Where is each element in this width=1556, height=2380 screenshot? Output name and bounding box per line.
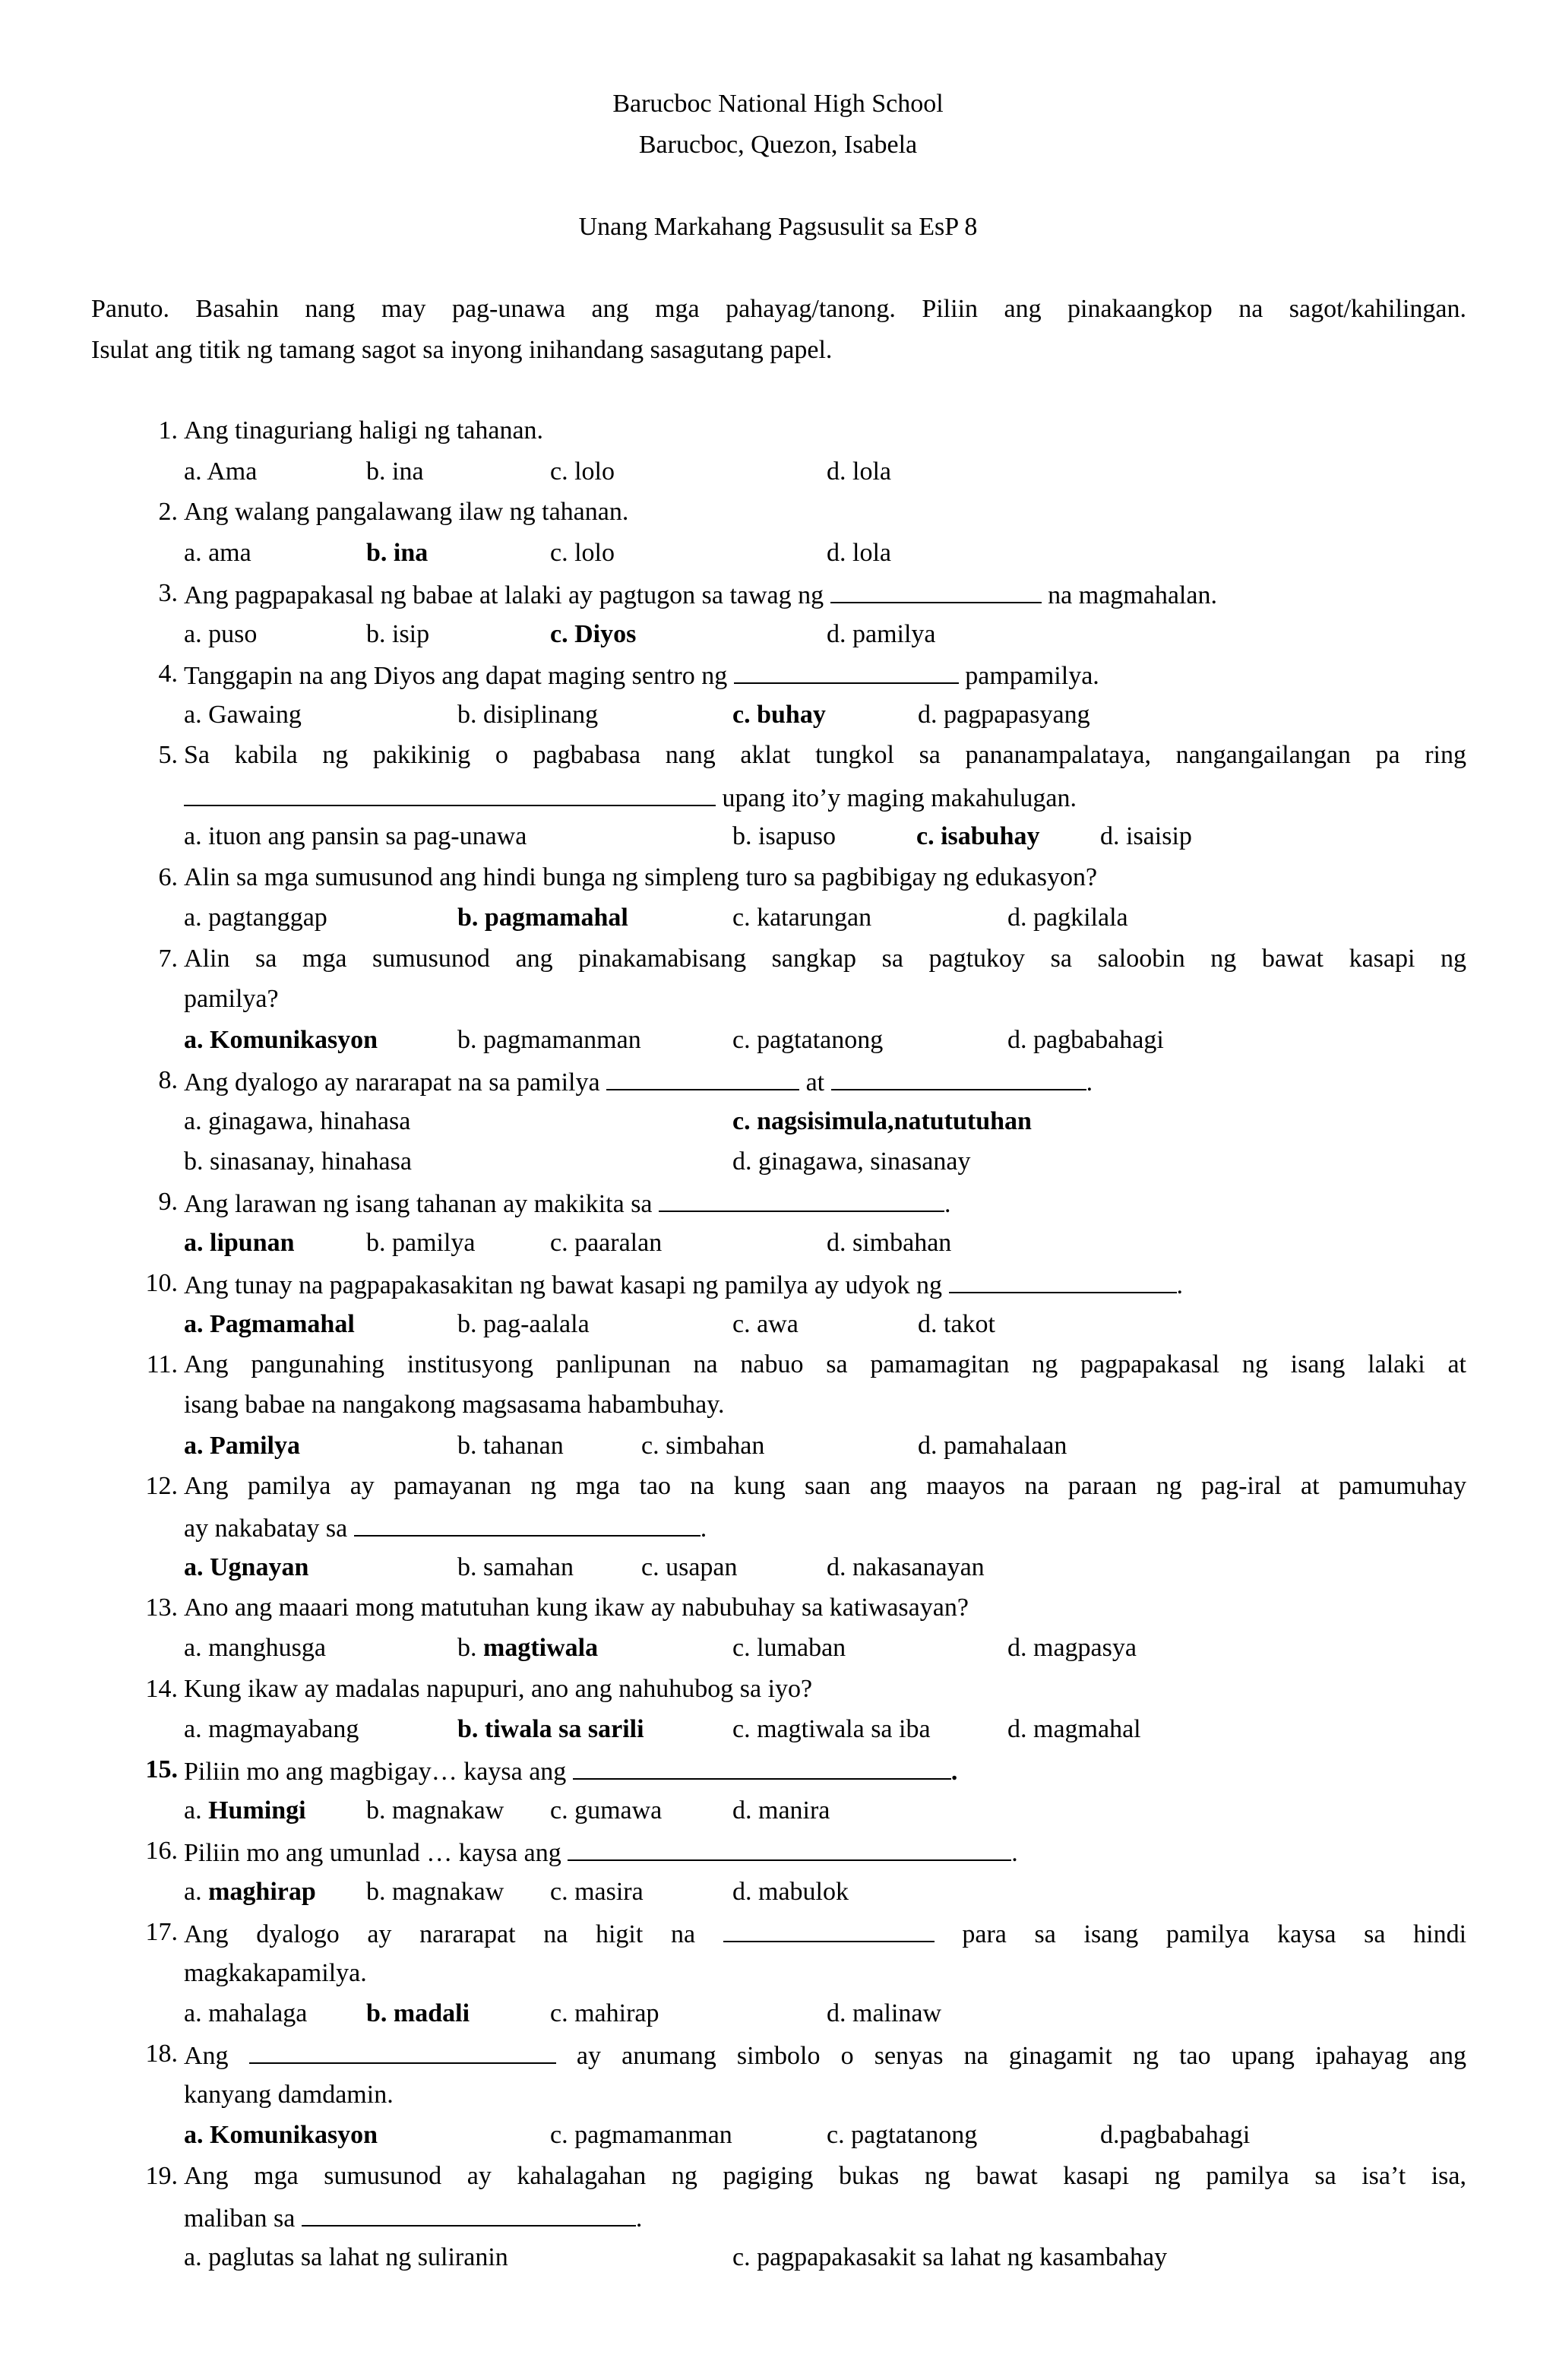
answer-blank bbox=[659, 1188, 944, 1212]
option-b: b. sinasanay, hinahasa bbox=[184, 1147, 412, 1176]
option-d: d. takot bbox=[918, 1310, 995, 1338]
option-c: c. lolo bbox=[550, 457, 615, 486]
option-a: a. ginagawa, hinahasa bbox=[184, 1107, 411, 1135]
option-b: b. pagmamahal bbox=[457, 904, 628, 932]
question-number: 8. bbox=[158, 1066, 178, 1094]
option-d: d. lola bbox=[827, 457, 891, 486]
question-text: Ang pagpapakasal ng babae at lalaki ay pagtugon sa tawag ng na magmahalan. bbox=[184, 579, 1217, 610]
option-a: a. lipunan bbox=[184, 1229, 295, 1257]
option-a: a. ama bbox=[184, 539, 251, 567]
school-name: Barucboc National High School bbox=[612, 90, 944, 118]
option-d: d. lola bbox=[827, 539, 891, 567]
option-c: c. pagtatanong bbox=[827, 2121, 978, 2149]
option-c: c. katarungan bbox=[732, 904, 872, 932]
question-number: 10. bbox=[145, 1269, 178, 1297]
option-b: b. madali bbox=[366, 1999, 470, 2027]
question-text-cont: kanyang damdamin. bbox=[184, 2081, 394, 2109]
question-text: Ang dyalogo ay nararapat na higit na para sa isang pamilya kaysa sa hindi bbox=[184, 1918, 1466, 1949]
option-b: b. pamilya bbox=[366, 1229, 476, 1257]
question-text: Alin sa mga sumusunod ang pinakamabisang sangkap sa pagtukoy sa saloobin ng bawat kasapi ng bbox=[184, 945, 1466, 973]
question-text: Ang tunay na pagpapakasakitan ng bawat kasapi ng pamilya ay udyok ng . bbox=[184, 1269, 1183, 1300]
answer-blank bbox=[949, 1269, 1177, 1293]
option-d: d. magpasya bbox=[1007, 1634, 1137, 1662]
option-c: c. simbahan bbox=[641, 1432, 765, 1460]
option-c: c. mahirap bbox=[550, 1999, 659, 2027]
question-text-cont: upang ito’y maging makahulugan. bbox=[184, 782, 1077, 813]
answer-blank bbox=[184, 782, 716, 806]
option-a: a. Komunikasyon bbox=[184, 1026, 378, 1054]
directions-line-1: Panuto. Basahin nang may pag-unawa ang mga pahayag/tanong. Piliin ang pinakaangkop na sagot/kahilingan. bbox=[91, 295, 1466, 323]
directions-line-2: Isulat ang titik ng tamang sagot sa inyong inihandang sasagutang papel. bbox=[91, 336, 833, 364]
option-b: b. magnakaw bbox=[366, 1796, 504, 1825]
option-b: b. tiwala sa sarili bbox=[457, 1715, 644, 1743]
question-number: 19. bbox=[145, 2162, 178, 2190]
option-c: c. pagtatanong bbox=[732, 1026, 884, 1054]
question-text: Ang dyalogo ay nararapat na sa pamilya at . bbox=[184, 1066, 1093, 1097]
option-c: c. paaralan bbox=[550, 1229, 663, 1257]
option-c: c. nagsisimula,natututuhan bbox=[732, 1107, 1032, 1135]
option-a: a. Humingi bbox=[184, 1796, 306, 1825]
option-b: b. ina bbox=[366, 539, 429, 567]
question-text: Alin sa mga sumusunod ang hindi bunga ng simpleng turo sa pagbibigay ng edukasyon? bbox=[184, 863, 1098, 891]
option-b: b. disiplinang bbox=[457, 701, 599, 729]
option-a: a. manghusga bbox=[184, 1634, 326, 1662]
question-number: 12. bbox=[145, 1472, 178, 1500]
question-text: Ang ay anumang simbolo o senyas na ginagamit ng tao upang ipahayag ang bbox=[184, 2040, 1466, 2071]
question-text-cont: isang babae na nangakong magsasama habambuhay. bbox=[184, 1391, 725, 1419]
option-c: c. magtiwala sa iba bbox=[732, 1715, 931, 1743]
option-a: a. Gawaing bbox=[184, 701, 302, 729]
answer-blank bbox=[734, 660, 959, 684]
answer-blank bbox=[831, 1066, 1086, 1090]
option-d: d. pamahalaan bbox=[918, 1432, 1067, 1460]
question-text: Kung ikaw ay madalas napupuri, ano ang nahuhubog sa iyo? bbox=[184, 1675, 813, 1703]
question-text-cont: maliban sa . bbox=[184, 2202, 642, 2233]
question-number: 2. bbox=[158, 498, 178, 526]
option-c: c. lolo bbox=[550, 539, 615, 567]
option-c: c. lumaban bbox=[732, 1634, 846, 1662]
option-d: d. nakasanayan bbox=[827, 1553, 985, 1581]
option-d: d. ginagawa, sinasanay bbox=[732, 1147, 971, 1176]
question-number: 13. bbox=[145, 1594, 178, 1622]
question-text: Ang larawan ng isang tahanan ay makikita sa . bbox=[184, 1188, 951, 1219]
option-c: c. usapan bbox=[641, 1553, 738, 1581]
question-number: 7. bbox=[158, 945, 178, 973]
question-number: 17. bbox=[145, 1918, 178, 1946]
question-text: Ang pangunahing institusyong panlipunan na nabuo sa pamamagitan ng pagpapakasal ng isang lalaki at bbox=[184, 1350, 1466, 1378]
question-number: 3. bbox=[158, 579, 178, 607]
question-text-cont: magkakapamilya. bbox=[184, 1959, 367, 1987]
question-text: Piliin mo ang umunlad … kaysa ang . bbox=[184, 1837, 1018, 1868]
option-a: a. maghirap bbox=[184, 1878, 316, 1906]
question-number: 15. bbox=[145, 1755, 178, 1783]
question-text: Piliin mo ang magbigay… kaysa ang . bbox=[184, 1755, 957, 1787]
answer-blank bbox=[354, 1512, 701, 1537]
option-d: d. simbahan bbox=[827, 1229, 952, 1257]
question-text: Ang pamilya ay pamayanan ng mga tao na kung saan ang maayos na paraan ng pag-iral at pamumuhay bbox=[184, 1472, 1466, 1500]
option-c: c. isabuhay bbox=[916, 822, 1040, 850]
answer-blank bbox=[302, 2202, 636, 2227]
question-text: Tanggapin na ang Diyos ang dapat maging sentro ng pampamilya. bbox=[184, 660, 1099, 691]
option-c: c. Diyos bbox=[550, 620, 637, 648]
question-text: Ang tinaguriang haligi ng tahanan. bbox=[184, 416, 544, 445]
option-b: b. pagmamanman bbox=[457, 1026, 641, 1054]
question-text: Sa kabila ng pakikinig o pagbabasa nang aklat tungkol sa pananampalataya, nangangailangan pa ring bbox=[184, 741, 1466, 769]
question-number: 6. bbox=[158, 863, 178, 891]
option-d: d. malinaw bbox=[827, 1999, 942, 2027]
option-a: a. pagtanggap bbox=[184, 904, 327, 932]
option-d: d. pagkilala bbox=[1007, 904, 1128, 932]
option-d: d. pagbabahagi bbox=[1007, 1026, 1164, 1054]
option-a: a. Pagmamahal bbox=[184, 1310, 355, 1338]
question-text-cont: ay nakabatay sa . bbox=[184, 1512, 707, 1543]
option-a: a. mahalaga bbox=[184, 1999, 308, 2027]
option-b: b. magtiwala bbox=[457, 1634, 599, 1662]
option-b: b. tahanan bbox=[457, 1432, 564, 1460]
question-text: Ang mga sumusunod ay kahalagahan ng pagiging bukas ng bawat kasapi ng pamilya sa isa’t isa, bbox=[184, 2162, 1466, 2190]
question-number: 9. bbox=[158, 1188, 178, 1216]
question-number: 4. bbox=[158, 660, 178, 688]
option-d: d. pamilya bbox=[827, 620, 936, 648]
answer-blank bbox=[606, 1066, 799, 1090]
question-text: Ang walang pangalawang ilaw ng tahanan. bbox=[184, 498, 629, 526]
option-c: c. buhay bbox=[732, 701, 826, 729]
option-b: b. magnakaw bbox=[366, 1878, 504, 1906]
option-d: d. isaisip bbox=[1100, 822, 1192, 850]
answer-blank bbox=[573, 1755, 951, 1780]
option-c: c. gumawa bbox=[550, 1796, 663, 1825]
option-c: c. masira bbox=[550, 1878, 644, 1906]
option-b: b. samahan bbox=[457, 1553, 574, 1581]
question-text: Ano ang maaari mong matutuhan kung ikaw ay nabubuhay sa katiwasayan? bbox=[184, 1594, 969, 1622]
question-number: 16. bbox=[145, 1837, 178, 1865]
option-d: d. manira bbox=[732, 1796, 830, 1825]
option-a: a. puso bbox=[184, 620, 258, 648]
question-number: 18. bbox=[145, 2040, 178, 2068]
option-b: b. pag-aalala bbox=[457, 1310, 590, 1338]
option-a: a. ituon ang pansin sa pag-unawa bbox=[184, 822, 527, 850]
option-a: a. Komunikasyon bbox=[184, 2121, 378, 2149]
school-address: Barucboc, Quezon, Isabela bbox=[638, 131, 918, 159]
option-b: b. isip bbox=[366, 620, 430, 648]
option-b: b. isapuso bbox=[732, 822, 836, 850]
option-d: d. pagpapasyang bbox=[918, 701, 1090, 729]
answer-blank bbox=[249, 2040, 556, 2064]
option-a: a. magmayabang bbox=[184, 1715, 359, 1743]
question-number: 11. bbox=[146, 1350, 178, 1378]
option-c: c. pagpapakasakit sa lahat ng kasambahay bbox=[732, 2243, 1168, 2271]
question-number: 14. bbox=[145, 1675, 178, 1703]
option-d: d. mabulok bbox=[732, 1878, 849, 1906]
answer-blank bbox=[568, 1837, 1011, 1861]
option-a: a. Pamilya bbox=[184, 1432, 300, 1460]
answer-blank bbox=[830, 579, 1042, 603]
question-text-cont: pamilya? bbox=[184, 985, 279, 1013]
option-d: d.pagbabahagi bbox=[1100, 2121, 1251, 2149]
option-c: c. awa bbox=[732, 1310, 799, 1338]
exam-title: Unang Markahang Pagsusulit sa EsP 8 bbox=[578, 213, 978, 241]
option-a: a. paglutas sa lahat ng suliranin bbox=[184, 2243, 508, 2271]
option-a: a. Ugnayan bbox=[184, 1553, 309, 1581]
answer-blank bbox=[723, 1918, 935, 1942]
question-number: 1. bbox=[158, 416, 178, 445]
option-b: b. ina bbox=[366, 457, 424, 486]
option-c: c. pagmamanman bbox=[550, 2121, 732, 2149]
question-number: 5. bbox=[158, 741, 178, 769]
option-d: d. magmahal bbox=[1007, 1715, 1141, 1743]
option-a: a. Ama bbox=[184, 457, 258, 486]
